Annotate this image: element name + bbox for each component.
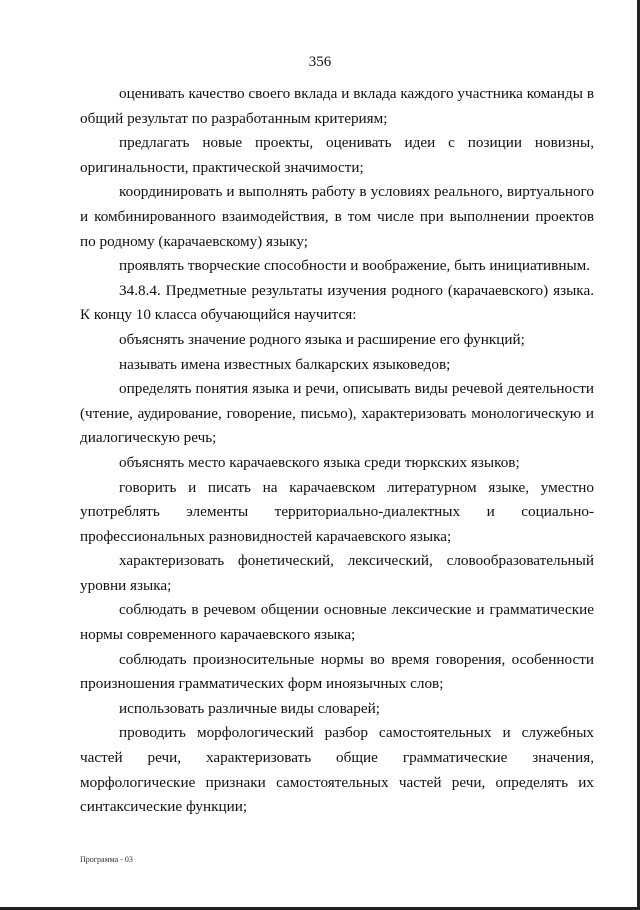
section-paragraph: 34.8.4. Предметные результаты изучения родного (карачаевского) языка. К концу 10 класса обучающийся научится:	[80, 281, 594, 324]
paragraph: объяснять место карачаевского языка среди тюркских языков;	[119, 453, 520, 471]
paragraph: говорить и писать на карачаевском литературном языке, уместно употреблять элементы территориально-диалектных и социально-профессиональных разновидностей карачаевского языка;	[80, 478, 594, 545]
document-body	[80, 82, 594, 820]
paragraph: проводить морфологический разбор самостоятельных и служебных частей речи, характеризовать общие грамматические значения, морфологические признаки самостоятельных частей речи, определять их синтаксические функции;	[80, 724, 594, 816]
paragraph: предлагать новые проекты, оценивать идеи с позиции новизны, оригинальности, практической значимости;	[80, 134, 594, 176]
footer-label: Программа - 03	[80, 855, 133, 864]
paragraph: использовать различные виды словарей;	[119, 699, 380, 717]
paragraph: проявлять творческие способности и воображение, быть инициативным.	[119, 257, 591, 275]
paragraph: соблюдать произносительные нормы во время говорения, особенности произношения грамматических форм иноязычных слов;	[80, 650, 594, 693]
page-number: 356	[308, 54, 332, 70]
paragraph: соблюдать в речевом общении основные лексические и грамматические нормы современного карачаевского языка;	[80, 601, 594, 644]
paragraph: оценивать качество своего вклада и вклада каждого участника команды в общий результат по разработанным критериям;	[80, 85, 594, 127]
paragraph: объяснять значение родного языка и расширение его функций;	[119, 330, 525, 348]
paragraph: определять понятия языка и речи, описывать виды речевой деятельности (чтение, аудирование, говорение, письмо), характеризовать монологическую и диалогическую речь;	[80, 380, 594, 447]
paragraph: называть имена известных балкарских языковедов;	[119, 355, 451, 373]
paragraph: координировать и выполнять работу в условиях реального, виртуального и комбинированного взаимодействия, в том числе при выполнении проектов по родному (карачаевскому) языку;	[80, 183, 594, 250]
paragraph: характеризовать фонетический, лексический, словообразовательный уровни языка;	[80, 552, 594, 594]
